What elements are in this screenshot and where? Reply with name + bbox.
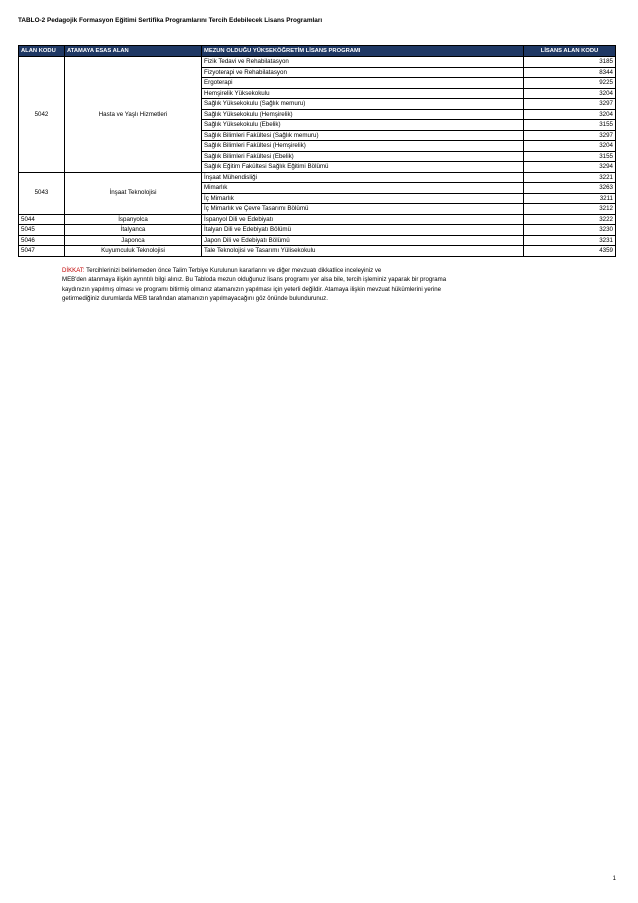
lisans-kodu-cell: 3222 xyxy=(524,214,616,225)
warning-note-line-2: MEB'den atanmaya ilişkin ayrıntılı bilgi alınız. Bu Tabloda mezun olduğunuz lisans programı yer alsa bile, tercih işleminiz yaparak bir programa xyxy=(62,276,447,284)
atamaya-esas-alan-cell: Kuyumculuk Teknolojisi xyxy=(65,246,202,257)
program-cell: Tale Teknolojisi ve Tasarımı Yülisekokulu xyxy=(202,246,524,257)
lisans-kodu-cell: 9225 xyxy=(524,78,616,89)
atamaya-esas-alan-cell: İtalyanca xyxy=(65,225,202,236)
program-cell: İnşaat Mühendisliği xyxy=(202,172,524,183)
alan-kodu-cell: 5043 xyxy=(19,172,65,214)
lisans-kodu-cell: 3297 xyxy=(524,99,616,110)
table-row xyxy=(19,235,616,246)
program-cell: Hemşirelik Yüksekokulu xyxy=(202,88,524,99)
atamaya-esas-alan-cell: Hasta ve Yaşlı Hizmetleri xyxy=(65,57,202,173)
program-cell: İç Mimarlık xyxy=(202,193,524,204)
lisans-kodu-cell: 3294 xyxy=(524,162,616,173)
lisans-kodu-cell: 3211 xyxy=(524,193,616,204)
table-row xyxy=(19,225,616,236)
alan-kodu-cell: 5044 xyxy=(19,214,65,225)
program-cell: Sağlık Bilimleri Fakültesi (Hemşirelik) xyxy=(202,141,524,152)
table-header-row xyxy=(19,46,616,57)
program-cell: Mimarlık xyxy=(202,183,524,194)
alan-kodu-cell: 5046 xyxy=(19,235,65,246)
table-row xyxy=(19,57,616,68)
lisans-kodu-cell: 3231 xyxy=(524,235,616,246)
lisans-kodu-cell: 3204 xyxy=(524,141,616,152)
alan-kodu-cell: 5045 xyxy=(19,225,65,236)
program-cell: Sağlık Yüksekokulu (Sağlık memuru) xyxy=(202,99,524,110)
program-cell: Sağlık Bilimleri Fakültesi (Ebelik) xyxy=(202,151,524,162)
atamaya-esas-alan-cell: İnşaat Teknolojisi xyxy=(65,172,202,214)
program-cell: İspanyol Dili ve Edebiyatı xyxy=(202,214,524,225)
warning-note xyxy=(62,266,512,304)
atamaya-esas-alan-cell: Japonca xyxy=(65,235,202,246)
program-cell: Sağlık Yüksekokulu (Ebelik) xyxy=(202,120,524,131)
header-atamaya-esas-alan: ATAMAYA ESAS ALAN xyxy=(65,46,202,57)
alan-kodu-cell: 5042 xyxy=(19,57,65,173)
lisans-kodu-cell: 3230 xyxy=(524,225,616,236)
program-cell: Fizik Tedavi ve Rehabilatasyon xyxy=(202,57,524,68)
warning-note-line-3: kaydınızın yapılmış olması ve programı bitirmiş olmanız atamanızın yapılması için yeterli değildir. Atamaya ilişkin mevzuat hükümlerini yerine xyxy=(62,285,441,293)
lisans-kodu-cell: 3212 xyxy=(524,204,616,215)
program-cell: Fizyoterapi ve Rehabilatasyon xyxy=(202,67,524,78)
lisans-kodu-cell: 3204 xyxy=(524,109,616,120)
page-title: TABLO-2 Pedagojik Formasyon Eğitimi Sertifika Programlarını Tercih Edebilecek Lisans Programları xyxy=(18,17,323,24)
lisans-kodu-cell: 3221 xyxy=(524,172,616,183)
lisans-kodu-cell: 3185 xyxy=(524,57,616,68)
warning-note-line-1 xyxy=(62,266,512,275)
warning-note-line-4: getirmediğiniz durumlarda MEB tarafından atamanızın yapılmayacağını göz önünde bulundurunuz. xyxy=(62,295,328,303)
program-cell: İç Mimarlık ve Çevre Tasarımı Bölümü xyxy=(202,204,524,215)
program-cell: Sağlık Eğitim Fakültesi Sağlık Eğitimi Bölümü xyxy=(202,162,524,173)
lisans-table xyxy=(18,45,616,257)
program-cell: Sağlık Yüksekokulu (Hemşirelik) xyxy=(202,109,524,120)
alan-kodu-cell: 5047 xyxy=(19,246,65,257)
header-mezun-oldugu-program: MEZUN OLDUĞU YÜKSEKÖĞRETİM LİSANS PROGRAMI xyxy=(202,46,524,57)
table-row xyxy=(19,214,616,225)
lisans-kodu-cell: 4359 xyxy=(524,246,616,257)
header-lisans-alan-kodu: LİSANS ALAN KODU xyxy=(524,46,616,57)
atamaya-esas-alan-cell: İspanyolca xyxy=(65,214,202,225)
warning-text-1: Tercihlerinizi belirlemeden önce Talim Terbiye Kurulunun kararlarını ve diğer mevzuatı dikkatlice inceleyiniz ve xyxy=(84,267,382,274)
program-cell: Sağlık Bilimleri Fakültesi (Sağlık memuru) xyxy=(202,130,524,141)
warning-label: DİKKAT: xyxy=(62,267,85,274)
lisans-kodu-cell: 3155 xyxy=(524,120,616,131)
lisans-kodu-cell: 3297 xyxy=(524,130,616,141)
program-cell: Japon Dili ve Edebiyatı Bölümü xyxy=(202,235,524,246)
program-cell: Ergoterapi xyxy=(202,78,524,89)
program-cell: İtalyan Dili ve Edebiyatı Bölümü xyxy=(202,225,524,236)
lisans-kodu-cell: 8344 xyxy=(524,67,616,78)
page-number: 1 xyxy=(612,876,616,882)
table-row xyxy=(19,246,616,257)
header-alan-kodu: ALAN KODU xyxy=(19,46,65,57)
lisans-kodu-cell: 3263 xyxy=(524,183,616,194)
lisans-kodu-cell: 3155 xyxy=(524,151,616,162)
table-row xyxy=(19,172,616,183)
lisans-kodu-cell: 3204 xyxy=(524,88,616,99)
